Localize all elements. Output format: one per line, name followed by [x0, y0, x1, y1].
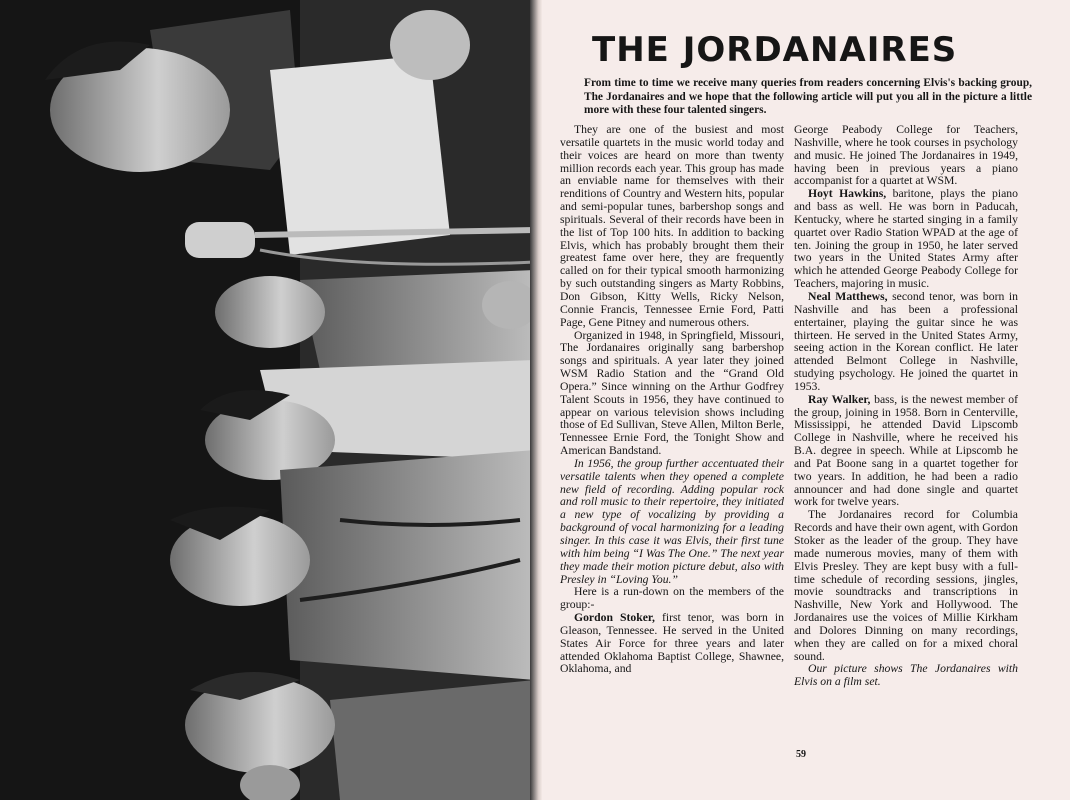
col1-paragraph-5 — [560, 612, 784, 676]
article-title: THE JORDANAIRES — [592, 30, 958, 70]
sheet-music — [270, 55, 450, 255]
member-name-hoyt: Hoyt Hawkins, — [808, 187, 887, 201]
col2-paragraph-1: George Peabody College for Teachers, Nashville, where he took courses in psychology and music. He joined The Jordanaires in 1949, having been in previous years a piano accompanist for a quartet at WSM. — [794, 123, 1018, 188]
article-intro: From time to time we receive many queries from readers concerning Elvis's backing group, The Jordanaires and we hope that the following article will put you all in the picture a little more with these four talented singers. — [584, 77, 1032, 117]
article-column-1 — [560, 124, 784, 676]
col1-paragraph-2: Organized in 1948, in Springfield, Missouri, The Jordanaires originally sang barbershop songs and spirituals. A year later they joined WSM Radio Station and the “Grand Old Opera.” Since winning on the Arthur Godfrey Talent Scouts in 1956, they have continued to appear on various television shows including those of Ed Sullivan, Steve Allen, Milton Berle, Tennessee Ernie Ford, the Tonight Show and American Bandstand. — [560, 328, 784, 458]
col2-paragraph-3 — [794, 291, 1018, 394]
member-name-neal: Neal Matthews, — [808, 289, 888, 303]
singer-face-2 — [215, 276, 325, 348]
col1-paragraph-4: Here is a run-down on the members of the group:- — [560, 585, 784, 612]
article-column-2 — [794, 124, 1018, 689]
col1-paragraph-3 — [560, 458, 784, 586]
member-name-ray: Ray Walker, — [808, 392, 871, 406]
article-page — [542, 0, 1070, 800]
photo-caption — [794, 663, 1018, 689]
microphone — [185, 222, 255, 258]
col2-paragraph-4 — [794, 394, 1018, 510]
col2-paragraph-5: The Jordanaires record for Columbia Records and have their own agent, with Gordon Stoker as the leader of the group. They have made numerous movies, many of them with Elvis Presley. They are kept busy with a full-time schedule of recording sessions, jingles, movie soundtracks and transcriptions in Nashville, New York and Hollywood. The Jordanaires use the voices of Millie Kirkham and Dolores Dinning on many recordings, when they are called on for a mixed choral sound. — [794, 508, 1018, 663]
member-bio-gordon: first tenor, was born in Gleason, Tennessee. He served in the United States Air Force for three years and later attended Oklahoma Baptist College, Shawnee, Oklahoma, and — [560, 611, 784, 676]
member-bio-ray: bass, is the newest member of the group, joining in 1958. Born in Centerville, Mississippi, he attended David Lipscomb College in Nashville, where he received his B.A. degree in speech. While at Lipscomb he and Pat Boone sang in a quartet together for two years. In addition, he had been a radio announcer and had done single and quartet work for twelve years. — [794, 392, 1018, 509]
photo-caption-text: Our picture shows The Jordanaires with Elvis on a film set. — [794, 662, 1018, 689]
member-bio-hoyt: baritone, plays the piano and bass as well. He was born in Paducah, Kentucky, where he started singing in a family quartet over Radio Station WPAD at the age of ten. Joining the group in 1950, he later served two years in the United States Army after which he attended George Peabody College for Teachers, majoring in music. — [794, 187, 1018, 291]
page-gutter — [530, 0, 542, 800]
col1-paragraph-1: They are one of the busiest and most versatile quartets in the music world today and their voices are heard on more than twenty million records each year. This group has made an enviable name for themselves with their renditions of Country and Western hits, popular and semi-popular tunes, barbershop songs and spirituals. Several of their records have been in the list of Top 100 hits. In addition to backing Elvis, which has probably brought them their greatest fame over here, they are frequently called on for their typical smooth harmonizing by such outstanding singers as Marty Robbins, Don Gibson, Kitty Wells, Ricky Nelson, Connie Francis, Tennessee Ernie Ford, Patti Page, Gene Pitney and numerous others. — [560, 123, 784, 329]
member-name-gordon: Gordon Stoker, — [574, 611, 655, 625]
page-number: 59 — [796, 749, 806, 760]
member-bio-neal: second tenor, was born in Nashville and has been a professional entertainer, playing the guitar since he was thirteen. He served in the United States Army, seeing action in the Korean conflict. He later attended Belmont College in Nashville, studying psychology. He joined the quartet in 1953. — [794, 289, 1018, 393]
col1-italic-text: In 1956, the group further accentuated their versatile talents when they opened a complete new field of recording. Adding popular rock and roll music to their repertoire, they initiated a new type of vocalizing by providing a background of vocal harmonizing for a leading singer. In this case it was Elvis, their first tune with him being “I Was The One.” The next year they made their motion picture debut, also with Presley in “Loving You.” — [560, 456, 784, 586]
col2-paragraph-2 — [794, 188, 1018, 291]
